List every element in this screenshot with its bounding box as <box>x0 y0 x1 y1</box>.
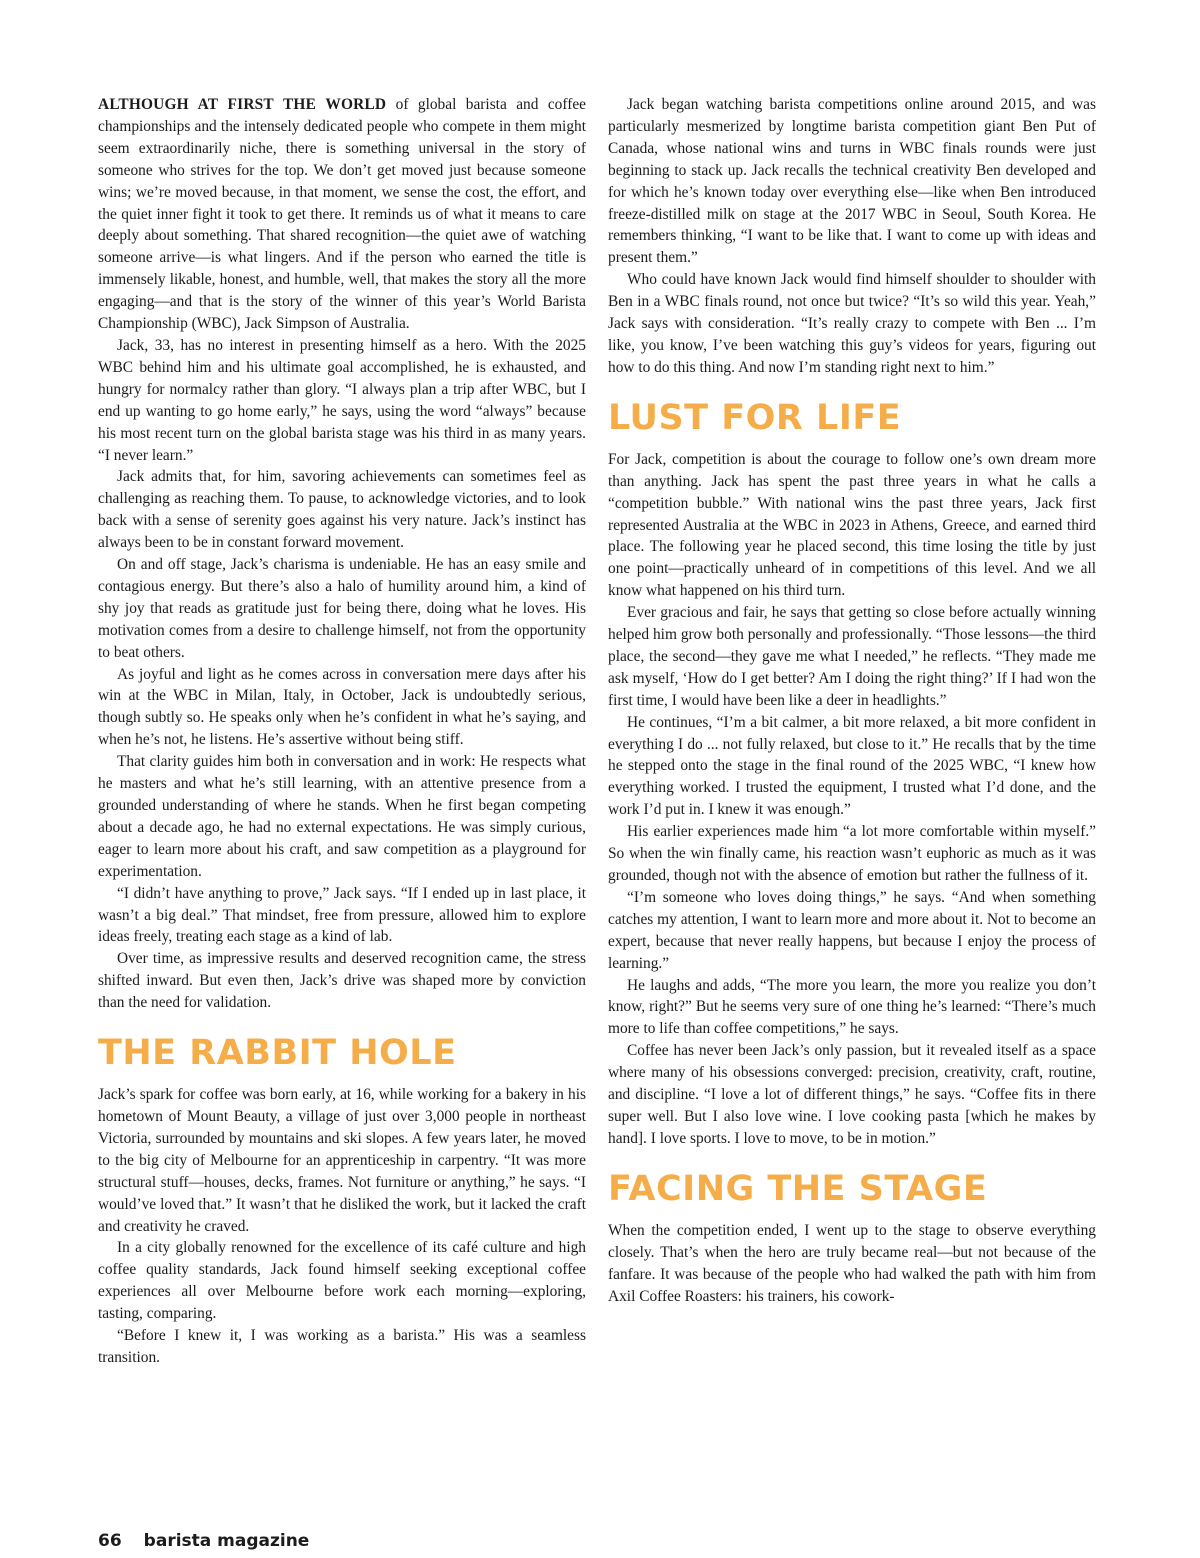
lead-in: ALTHOUGH AT FIRST THE WORLD <box>98 96 387 113</box>
article-paragraph: Who could have known Jack would find himself shoulder to shoulder with Ben in a WBC finals round, not once but twice? “It’s so wild this year. Yeah,” Jack says with consideration. “It’s really crazy to compete with Ben ... I’m like, you know, I’ve been watching this guy’s videos for years, figuring out how to do this thing. And now I’m standing right next to him.” <box>608 271 1096 376</box>
article-paragraph: Jack, 33, has no interest in presenting himself as a hero. With the 2025 WBC behind him and his ultimate goal accomplished, he is exhausted, and hungry for normalcy rather than glory. “I always plan a trip after WBC, but I end up wanting to go home early,” he says, using the word “always” because his most recent turn on the global barista stage was his third in as many years. “I never learn.” <box>98 336 586 464</box>
left-column <box>98 94 586 1369</box>
article-paragraph: Over time, as impressive results and deserved recognition came, the stress shifted inward. But even then, Jack’s drive was shaped more by conviction than the need for validation. <box>98 950 586 1012</box>
article-paragraph: Jack’s spark for coffee was born early, at 16, while working for a bakery in his hometown of Mount Beauty, a village of just over 3,000 people in northeast Victoria, surrounded by mountains and ski slopes. A few years later, he moved to the big city of Melbourne for an apprenticeship in carpentry. “It was more structural stuff—houses, decks, frames. Not furniture or anything,” he says. “I would’ve loved that.” It wasn’t that he disliked the work, but it lacked the craft and creativity he craved. <box>98 1086 586 1235</box>
article-paragraph: He laughs and adds, “The more you learn, the more you realize you don’t know, right?” But he seems very sure of one thing he’s learned: “There’s much more to life than coffee competitions,” he says. <box>608 976 1096 1038</box>
article-paragraph: For Jack, competition is about the courage to follow one’s own dream more than anything. Jack has spent the past three years in what he calls a “competition bubble.” With national wins the past three years, Jack first represented Australia at the WBC in 2023 in Athens, Greece, and earned third place. The following year he placed second, this time losing the title by just one point—practically unheard of in competitions of this level. And we all know what happened on his third turn. <box>608 450 1096 600</box>
article-paragraph: Jack admits that, for him, savoring achievements can sometimes feel as challenging as reaching them. To pause, to acknowledge victories, and to look back with a sense of serenity goes against his very nature. Jack’s instinct has always been to be in constant forward movement. <box>98 468 586 552</box>
article-paragraph: “I’m someone who loves doing things,” he says. “And when something catches my attention, I want to learn more and more about it. Not to become an expert, because that never really happens, but because I enjoy the process of learning.” <box>608 888 1096 972</box>
article-paragraph: Jack began watching barista competitions online around 2015, and was particularly mesmerized by longtime barista competition giant Ben Put of Canada, whose national wins and turns in WBC finals rounds were just beginning to stack up. Jack recalls the technical creativity Ben developed and for which he’s known today over everything else—like when Ben introduced freeze-distilled milk on stage at the 2017 WBC in Seoul, South Korea. He remembers thinking, “I want to be like that. I want to come up with ideas and present them.” <box>608 96 1096 267</box>
article-paragraph: In a city globally renowned for the excellence of its café culture and high coffee quality standards, Jack found himself seeking exceptional coffee experiences all over Melbourne before work each morning—exploring, tasting, comparing. <box>98 1239 586 1323</box>
article-paragraph: Ever gracious and fair, he says that getting so close before actually winning helped him grow both personally and professionally. “Those lessons—the third place, the second—they gave me what I needed,” he reflects. “They made me ask myself, ‘How do I get better? Am I doing the right thing?’ If I had won the first time, I would have been like a deer in headlights.” <box>608 604 1096 709</box>
article-paragraph: On and off stage, Jack’s charisma is undeniable. He has an easy smile and contagious energy. But there’s also a halo of humility around him, a kind of shy joy that reads as gratitude just for being there, doing what he loves. His motivation comes from a desire to challenge himself, not from the opportunity to beat others. <box>98 556 586 661</box>
section-heading-rabbit-hole: THE RABBIT HOLE <box>98 1033 457 1074</box>
section-heading-lust-for-life: LUST FOR LIFE <box>608 397 902 438</box>
section-heading-facing-the-stage: FACING THE STAGE <box>608 1168 988 1209</box>
page-number: 66 <box>98 1531 122 1551</box>
right-column <box>608 94 1096 1307</box>
paragraph-text: of global barista and coffee championships and the intensely dedicated people who compete in them might seem extraordinarily niche, there is something universal in the story of someone who strives for the top. We don’t get moved just because someone wins; we’re moved because, in that moment, we sense the cost, the effort, and the quiet inner fight it took to get there. It reminds us of what it means to care deeply about something. That shared recognition—the quiet awe of watching someone arrive—is what lingers. And if the person who earned the title is immensely likable, honest, and humble, well, that makes the story all the more engaging—and that is the story of the winner of this year’s World Barista Championship (WBC), Jack Simpson of Australia. <box>98 96 586 333</box>
article-paragraph: As joyful and light as he comes across in conversation mere days after his win at the WBC in Milan, Italy, in October, Jack is undoubtedly serious, though subtly so. He speaks only when he’s confident in what he’s saying, and when he’s not, he listens. He’s assertive without being stiff. <box>98 665 586 749</box>
article-paragraph: His earlier experiences made him “a lot more comfortable within myself.” So when the win finally came, his reaction wasn’t euphoric as much as it was grounded, though not with the absence of emotion but rather the fullness of it. <box>608 823 1096 884</box>
article-paragraph: “I didn’t have anything to prove,” Jack says. “If I ended up in last place, it wasn’t a big deal.” That mindset, free from pressure, allowed him to explore ideas freely, treating each stage as a kind of lab. <box>98 884 586 946</box>
article-paragraph <box>98 94 586 335</box>
publication-name: barista magazine <box>143 1531 310 1551</box>
page-footer <box>98 1531 309 1551</box>
article-paragraph: That clarity guides him both in conversation and in work: He respects what he masters and what he’s still learning, with an attentive presence from a grounded understanding of where he stands. When he first began competing about a decade ago, he had no external expectations. He was simply curious, eager to learn more about his craft, and saw competition as a playground for experimentation. <box>98 753 586 880</box>
article-paragraph: Coffee has never been Jack’s only passion, but it revealed itself as a space where many of his obsessions converged: precision, creativity, craft, routine, and discipline. “I love a lot of different things,” he says. “Coffee fits in there super well. But I also love wine. I love cooking pasta [which he makes by hand]. I love sports. I love to move, to be in motion.” <box>608 1042 1096 1147</box>
article-paragraph: He continues, “I’m a bit calmer, a bit more relaxed, a bit more confident in everything I do ... not fully relaxed, but close to it.” He recalls that by the time he stepped onto the stage in the final round of the 2025 WBC, “I knew how everything worked. I trusted the equipment, I trusted what I’d done, and the work I’d put in. I knew it was enough.” <box>608 713 1096 819</box>
article-paragraph: “Before I knew it, I was working as a barista.” His was a seamless transition. <box>98 1327 586 1366</box>
article-paragraph: When the competition ended, I went up to the stage to observe everything closely. That’s when the hero are truly became real—but not because of the fanfare. It was because of the people who had walked the path with him from Axil Coffee Roasters: his trainers, his cowork- <box>608 1221 1096 1305</box>
